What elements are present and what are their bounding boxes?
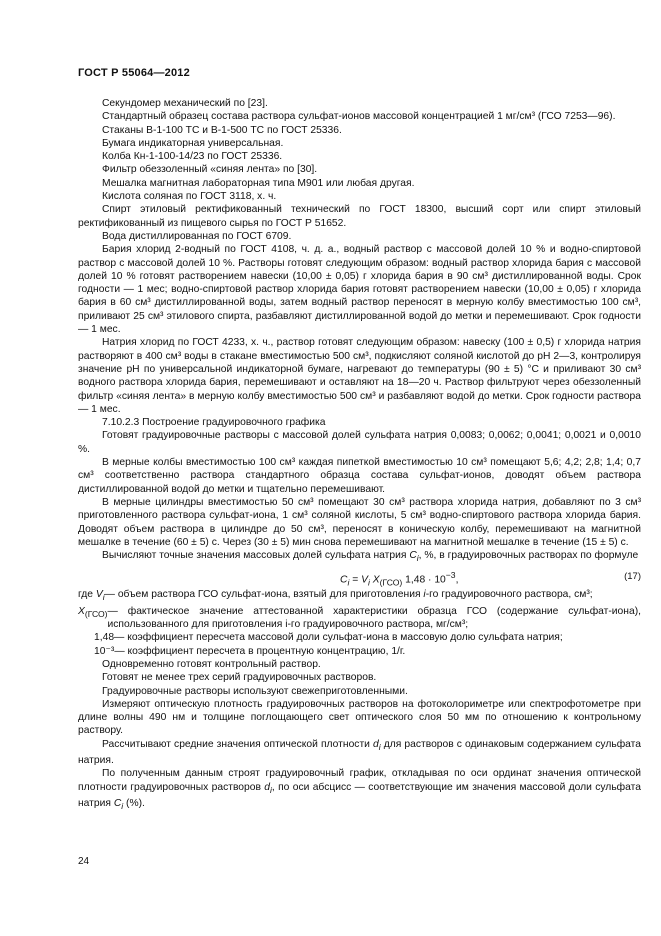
definition-10e-3: [78, 645, 641, 658]
p-mean-b: для растворов с одинаковым содержанием сульфата натрия.: [78, 738, 641, 767]
formula-intro: [78, 549, 641, 565]
paragraph: Бумага индикаторная универсальная.: [102, 137, 284, 149]
def-x-symbol: X: [78, 605, 85, 617]
definition-148: [78, 631, 641, 644]
formula-number: (17): [624, 571, 641, 583]
paragraph: Натрия хлорид по ГОСТ 4233, х. ч., раствор готовят следующим образом: навеску (100 ± 0,5) г хлорида натрия растворяют в 400 см³ воды в стакане вместимостью 500 см³, подкисляют соляной кислотой до рН 2—3, контролируя значение рН по универсальной индикаторной бумаге, нагревают до температуры (90 ± 5) °С и приливают 30 см³ водного раствора хлорида бария, перемешивают и оставляют на 18—20 ч. Раствор фильтруют через обеззоленный фильтр «синяя лента» в мерную колбу вместимостью 500 см³ и разбавляют водой до метки. Срок годности раствора — 1 мес.: [78, 337, 641, 415]
paragraph: Кислота соляная по ГОСТ 3118, х. ч.: [102, 191, 277, 203]
p-graph-sym1: d: [264, 781, 271, 793]
formula-tail: ,: [455, 574, 459, 586]
definition-148-text: — коэффициент пересчета массовой доли сульфат-иона в массовую долю сульфата натрия;: [114, 632, 563, 644]
def-148-symbol: 1,48: [94, 632, 115, 644]
def-10-symbol: 10⁻³: [94, 645, 115, 657]
paragraph: Стаканы В-1-100 ТС и В-1-500 ТС по ГОСТ 25336.: [102, 124, 342, 136]
formula-17: [78, 568, 641, 586]
paragraph: Стандартный образец состава раствора сульфат-ионов массовой концентрацией 1 мг/см³ (ГСО 7253—96).: [102, 111, 616, 123]
p-mean-sym: d: [373, 738, 379, 750]
formula-v-sub: i: [367, 577, 370, 588]
p-graph-sub2: i: [121, 801, 124, 812]
document-header: ГОСТ Р 55064—2012: [78, 67, 190, 79]
section-heading: 7.10.2.3 Построение градуировочного графика: [102, 417, 326, 429]
p-graph-b: , по оси абсцисс — соответствующие им значения массовой доли сульфата натрия: [78, 781, 641, 810]
paragraph-mean: [78, 738, 641, 768]
formula-x-sub: (ГСО): [379, 577, 403, 588]
paragraph: Градуировочные растворы используют свежеприготовленными.: [102, 685, 408, 697]
paragraph: Мешалка магнитная лабораторная типа М901 или любая другая.: [102, 177, 415, 189]
symbol-c: C: [409, 550, 417, 562]
paragraph: Фильтр обеззоленный «синяя лента» по [30].: [102, 164, 318, 176]
def-v-text-b: -го градуировочного раствора, см³;: [425, 589, 593, 601]
p-mean-a: Рассчитывают средние значения оптической плотности: [102, 738, 373, 750]
def-v-sub: i: [102, 592, 105, 603]
formula-intro-text: Вычисляют точные значения массовых долей сульфата натрия: [102, 550, 410, 562]
formula-x: X: [372, 574, 380, 586]
formula-lhs-sub: i: [347, 577, 350, 588]
paragraph-graph: [78, 767, 641, 813]
paragraph: Спирт этиловый ректификованный технический по ГОСТ 18300, высший сорт или спирт этиловый ректификованный из пищевого сырья по ГОСТ Р 51652.: [78, 204, 641, 229]
document-body: [78, 97, 641, 813]
def-v-text-a: — объем раствора ГСО сульфат-иона, взятый для приготовления: [104, 589, 424, 601]
paragraph: Вода дистиллированная по ГОСТ 6709.: [102, 230, 292, 242]
subscript: i: [416, 553, 419, 564]
p-mean-sub: i: [378, 741, 381, 752]
paragraph: В мерные цилиндры вместимостью 50 см³ помещают 30 см³ раствора хлорида натрия, добавляют по 3 см³ приготовленного раствора сульфат-иона, 1 см³ соляной кислоты, 5 см³ водно-спиртового раствора хлорида бария. Доводят объем раствора в цилиндре до 50 см³, переносят в коническую колбу, перемешивают на магнитной мешалке в течение (60 ± 5) с. Через (30 ± 5) мин снова перемешивают на магнитной мешалке в течение (15 ± 5) с.: [78, 496, 641, 548]
def-v-i: i: [423, 589, 426, 601]
definition-v: [78, 588, 641, 604]
definition-x: [78, 605, 641, 632]
paragraph: Готовят градуировочные растворы с массовой долей сульфата натрия 0,0083; 0,0062; 0,0041; 0,0021 и 0,0010 %.: [78, 430, 641, 455]
definition-x-sym: [78, 605, 108, 632]
formula-v: V: [361, 574, 368, 586]
formula-lhs: C: [340, 574, 348, 586]
paragraph: Одновременно готовят контрольный раствор.: [102, 658, 321, 670]
definitions: [78, 588, 641, 658]
p-graph-c: (%).: [123, 798, 145, 810]
formula-exp: −3: [445, 570, 456, 581]
p-graph-sub1: i: [270, 784, 272, 795]
p-graph-a: По полученным данным строят градуировочный график, откладывая по оси ординат значения оптической плотности градуировочных растворов: [78, 768, 641, 793]
def-v-symbol: V: [95, 589, 103, 601]
paragraph: Колба Кн-1-100-14/23 по ГОСТ 25336.: [102, 151, 283, 163]
paragraph: Секундомер механический по [23].: [102, 98, 268, 109]
paragraph: Измеряют оптическую плотность градуировочных растворов на фотоколориметре или спектрофотометре при длине волны 490 нм и толщине поглощающего свет оптического слоя 50 мм по отношению к контрольному раствору.: [78, 698, 641, 737]
paragraph: В мерные колбы вместимостью 100 см³ каждая пипеткой вместимостью 10 см³ помещают 5,6; 4,2; 2,8; 1,4; 0,7 см³ соответственно раствора стандартного образца состава сульфат-ионов, доводят объем раствора дистиллированной водой до метки и тщательно перемешивают.: [78, 457, 641, 495]
formula-expression: [340, 569, 458, 590]
def-x-sub: (ГСО): [84, 608, 108, 619]
definition-10-text: — коэффициент пересчета в процентную концентрацию, 1/г.: [114, 645, 406, 657]
formula-intro-text-end: , %, в градуировочных растворах по формуле: [418, 550, 639, 562]
where-label: где: [78, 589, 96, 601]
page-number: 24: [78, 856, 90, 867]
definition-v-sym: [78, 588, 105, 604]
paragraph: Готовят не менее трех серий градуировочных растворов.: [102, 672, 377, 684]
p-graph-sym2: C: [113, 798, 122, 810]
definition-x-text: — фактическое значение аттестованной характеристики образца ГСО (содержание сульфат-иона), использованного для приготовления i-го градуировочного раствора, мг/см³;: [107, 605, 641, 631]
definition-v-text: [102, 588, 641, 604]
formula-rest: 1,48 · 10: [402, 574, 446, 586]
formula-eq: =: [349, 574, 362, 586]
paragraph: Бария хлорид 2-водный по ГОСТ 4108, ч. д. а., водный раствор с массовой долей 10 % и водно-спиртовой раствор с массовой долей 10 %. Растворы готовят следующим образом: водный раствор хлорида бария с массовой долей 10 % готовят растворением навески (10,00 ± 0,05) г хлорида бария в 90 см³ дистиллированной воды. Срок годности — 1 мес; водно-спиртовой раствор хлорида бария готовят растворением навески (10,00 ± 0,05) г хлорида бария в 60 см³ дистиллированной воды, затем водный раствор переносят в мерную колбу вместимостью 100 см³, приливают 25 см³ этилового спирта, разбавляют дистиллированной водой до метки и перемешивают. Срок годности — 1 мес.: [78, 244, 641, 336]
